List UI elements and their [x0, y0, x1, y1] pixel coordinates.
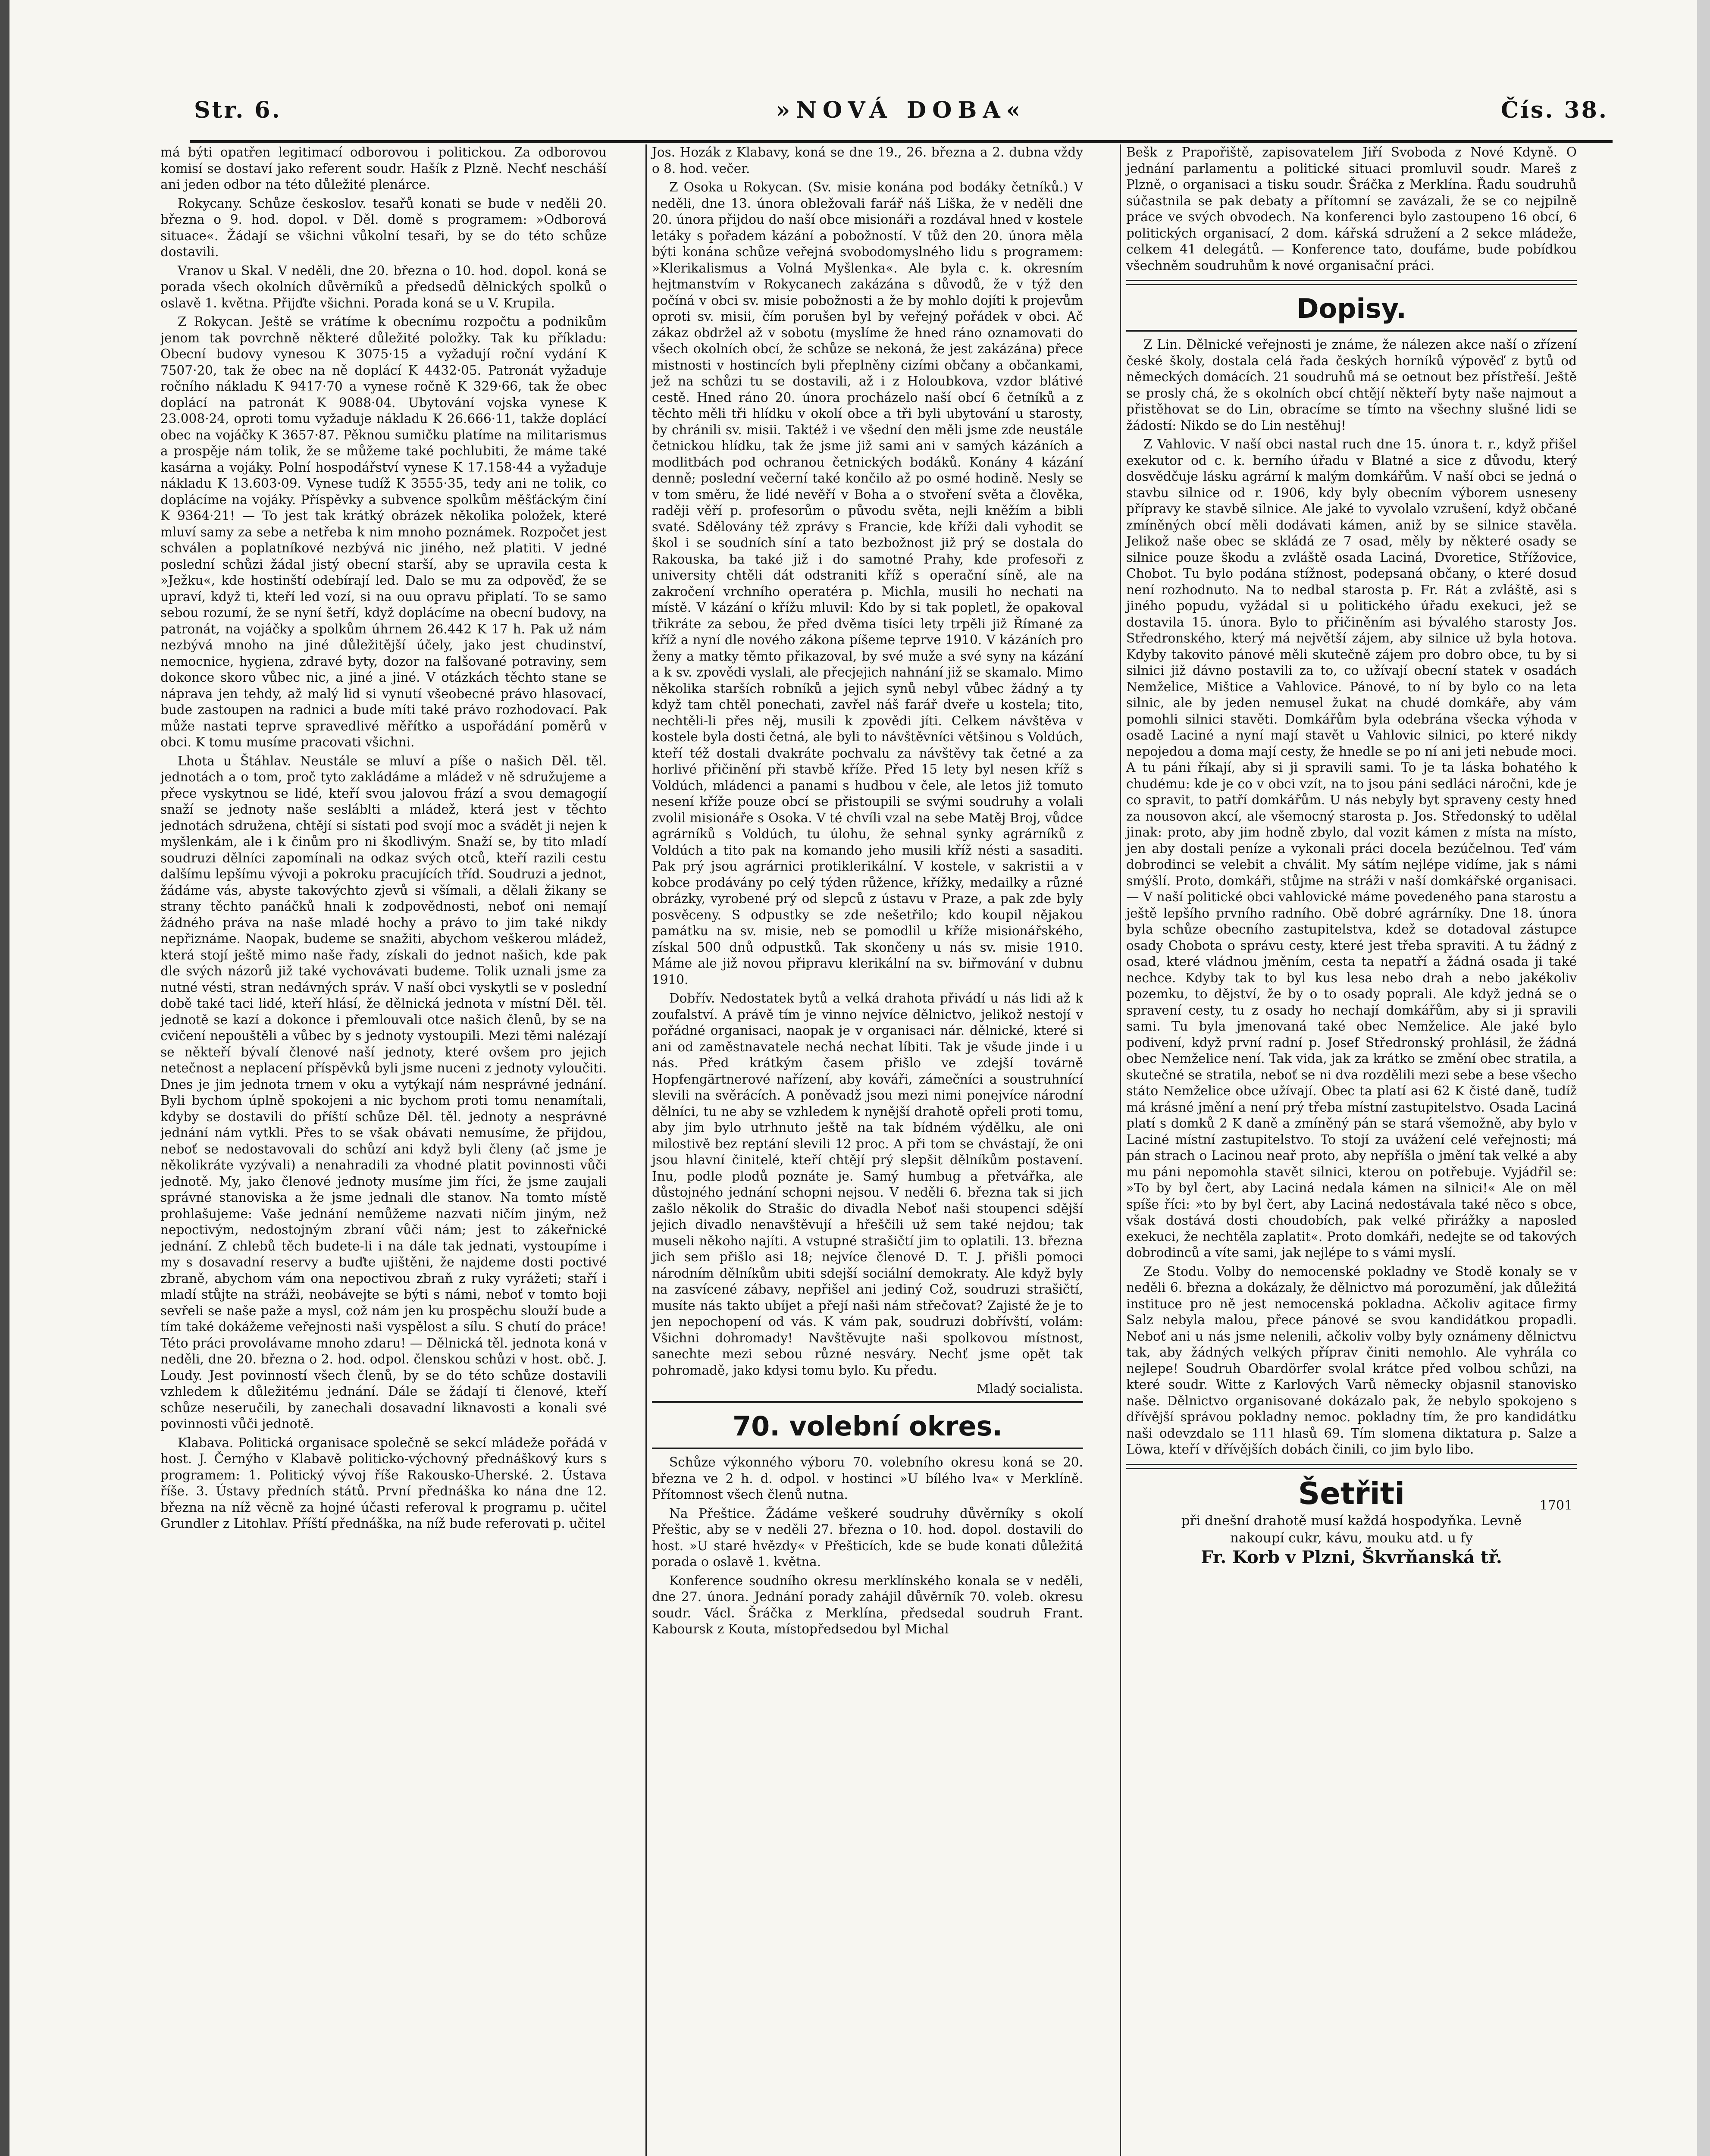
scan-edge-right [1697, 0, 1710, 2156]
article-paragraph: Klabava. Politická organisace společně se sekcí mládeže pořádá v host. J. Černýho v Klabavě politicko-výchovný přednáškový kurs s programem: 1. Politický vývoj říše Rakousko-Uherské. 2. Ústava říše. 3. Ústavy předních států. První přednáška ko nána dne 12. března na níž věcně za hojné účasti referoval k programu p. učitel Grundler z Litohlav. Příští přednáška, na níž bude referovati p. učitel [160, 1435, 607, 1531]
column-1 [160, 144, 607, 2156]
article-paragraph: Z Vahlovic. V naší obci nastal ruch dne 15. února t. r., když přišel exekutor od c. k. berního úřadu v Blatné a sice z důvodu, který dosvědčuje lásku agrární k malým domkářům. V naší obci se jedná o stavbu silnice od r. 1906, kdy byly obecním výborem usneseny přípravy ke stavbě silnice. Ale jaké to vyvolalo vzrušení, když občané zmíněných obcí měli dodávati kámen, aniž by se silnice stavěla. Jelikož naše obec se skládá ze 7 osad, měly by některé osady se silnice pouze škodu a zvláště osada Laciná, Dvoretice, Střížovice, Chobot. Tu bylo podána stížnost, podepsaná občany, o které dosud není rozhodnuto. Na to nedbal starosta p. Fr. Rát a zvláště, asi s jiného popudu, vyžádal si u politického úřadu exekuci, jež se dostavila 15. února. Bylo to přičiněním asi bývalého starosty Jos. Středronského, který má největší zájem, aby silnice už byla hotova. Kdyby takovito pánové měli skutečně zájem pro dobro obce, tu by si silnici již dávno postavili za to, co užívají obecní statek v osadách Nemželice, Mištice a Vahlovice. Pánové, to ní by bylo co na leta silnic, ale by jeden nemusel žukat na chudé domkáře, aby vám pomohli silnici stavěti. Domkářům byla odebrána všecka výhoda v osadě Laciné a nyní mají stavět u Vahlovic silnici, po které nikdy nepojedou a doma mají cesty, že hnedle se po ní ani jeti nebude moci. A tu páni říkají, aby si ji spravili sami. To je ta láska bohatého k chudému: kde je co v obci vzít, na to jsou páni sedláci náročni, kde je co spravit, to patří domkářům. U nás nebyly byt spraveny cesty hned za nousovon akcí, ale všemocný starosta p. Jos. Středonský to udělal jinak: proto, aby jim hodně zbylo, dal vozit kámen z místa na místo, jen aby dostali peníze a vykonali práci docela bezúčelnou. Teď vám dobrodinci se velebit a chválit. My sátím nejlépe vidíme, jak s námi smýšlí. Proto, domkáři, stůjme na stráži v naší domkářské organisaci. — V naší politické obci vahlovické máme povedeného pana starostu a ještě lepšího prvního radního. Obě dobré agrárníky. Dne 18. února byla schůze obecního zastupitelstva, kdež se dotadoval zástupce osady Chobota o správu cesty, které jest třeba spraviti. A tu žádný z osad, které vládnou jměním, cesta ta nepatří a žádná osada ji také nechce. Kdyby tak to byl kus lesa nebo drah a nebo jakékoliv pozemku, to dějství, že by o to osady poprali. Ale když jedná se o spravení cesty, tu z osady ho nechají domkářům, aby si ji spravili sami. Tu byla jmenovaná také obec Nemželice. Ale jaké bylo podivení, když první radní p. Josef Středronský prohlásil, že žádná obec Nemželice není. Tak vida, jak za krátko se změní obec stratila, a skutečné se stratila, neboť se ni dva rozdělili mezi sebe a bese všecho státo Nemželice obce užívají. Obec ta platí asi 62 K čisté daně, tudíž má krásné jmění a není prý třeba místní zastupitelstvo. Osada Laciná platí s domků 2 K daně a zmíněný pán se stará všemožně, aby bylo v Laciné místní zastupitelstvo. To stojí za uvážení celé veřejnosti; má pán strach o Lacinou neař proto, aby nepříšla o jmění tak velké a aby mu páni nepomohla stavět silnici, kterou on potřebuje. Vyjádřil se: »To by byl čert, aby Laciná nedala kámen na silnici!« Ale on měl spíše říci: »to by byl čert, aby Laciná nedostávala také něco s obce, však dostává dosti choudobích, pak velké přirážky a naposled exekuci, že nechtěla zaplatit«. Proto domkáři, nedejte se od takových dobrodinců a víte sami, jak nejlépe to s vámi myslí. [1126, 437, 1577, 1260]
article-paragraph: Rokycany. Schůze českoslov. tesařů konati se bude v neděli 20. března o 9. hod. dopol. v Děl. domě s programem: »Odborová situace«. Žádají se všichni vůkolní tesaři, by se do této schůze dostavili. [160, 196, 607, 259]
article-paragraph: má býti opatřen legitimací odborovou i politickou. Za odborovou komisí se dostaví jako referent soudr. Hašík z Plzně. Nechť nescháší ani jeden odbor na této důležité plenárce. [160, 145, 607, 192]
section-divider [1126, 280, 1577, 285]
article-paragraph: Vranov u Skal. V neděli, dne 20. března o 10. hod. dopol. koná se porada všech okolních důvěrníků a předsedů dělnických spolků o oslavě 1. května. Přijďte všichni. Porada koná se u V. Krupila. [160, 263, 607, 310]
column-3 [1120, 144, 1577, 2156]
article-signature: Mladý socialista. [976, 1381, 1083, 1396]
section-divider [1126, 1464, 1577, 1469]
section-heading-70-okres: 70. volební okres. [733, 1410, 1002, 1442]
advert-line: při dnešní drahotě musí každá hospodyňka. Levně [1181, 1513, 1522, 1529]
section-divider [652, 1448, 1083, 1449]
article-paragraph: Lhota u Štáhlav. Neustále se mluví a píše o našich Děl. těl. jednotách a o tom, proč tyto zakládáme a mládež v ně sdružujeme a přece vyskytnou se lidé, kteří svou jalovou frází a svou demagogií snaží se jednoty naše sesláblti a mládež, která jest v těchto jednotách sdružena, chtějí si sístati pod svojí moc a svádět ji nejen k myšlenkám, ale i k činům pro ni škodlivým. Snaží se, by tito mladí soudruzi dělníci zapomínali na odkaz svých otců, kteří razili cestu dalšímu lepšímu vývoji a pokroku pracujících tříd. Soudruzi a jednot, žádáme vás, abyste takovýchto zjevů si všímali, a dělali žikany se strany těchto panáčků hnali k zodpovědnosti, neboť oni nemají žádného práva na naše mladé hochy a právo to jim také nikdy nepřiznáme. Naopak, budeme se snažiti, abychom veškerou mládež, která stojí ještě mimo naše řady, získali do jednot našich, kde pak dle svých názorů již také vychovávati budeme. Tolik uznali jsme za nutné vésti, stran nedávných správ. V naší obci vyskytli se v poslední době také taci lidé, kteří hlásí, že dělnická jednota v místní Děl. těl. jednotě se kazí a dokonce i přemlouvali otce našich členů, by se na cvičení nepouštěli a vůbec by s jednoty vystoupili. Mezi těmi nalézají se někteří bývalí členové naší jednoty, které ovšem pro jejich netečnost a neplacení příspěvků byli jsme nuceni z jednoty vyloučiti. Dnes je jim jednota trnem v oku a vytýkají nám nesprávné jednání. Byli bychom úplně spokojeni a nic bychom proti tomu nenamítali, kdyby se dostavili do příští schůze Děl. těl. jednoty a nesprávné jednání nám vytkli. Přes to se však obávati nemusíme, že přijdou, neboť se nedostavovali do schůzí ani když byli členy (ač jsme je několikráte vyzývali) a nenahradili za vhodné platit povinnosti vůči jednotě. My, jako členové jednoty musíme jim říci, že jsme zaujali správné stanoviska a že jsme jednali dle stanov. Na tomto místě prohlašujeme: Vaše jednání nemůžeme nazvati ničím jiným, než nepoctivým, nedostojným zbraní vůči nám; jest to zákeřnické jednání. Z chlebů těch budete-li i na dále tak jednati, vystoupíme i my s dosavadní reservy a buďte ujištěni, že najdeme dosti poctivé zbraně, abychom vám ona nepoctivou zbraň z ruky vyrážeti; staří i mladí stůjte na stráži, neobávejte se býti s námi, neboť v tomto boji sevřeli se naše paže a mysl, což nám jen ku prospěchu slouží bude a tím také dokážeme veřejnosti naši vyspělost a sílu. S chutí do práce! Této práci provolávame mnoho zdaru! — Dělnická těl. jednota koná v neděli, dne 20. března o 2. hod. odpol. členskou schůzi v host. obč. J. Loudy. Jest povinností všech členů, by se do této schůze dostavili vzhledem k důležitému jednání. Dále se žádají ti členové, kteří schůze neseručili, by zanechali dosavadní liknavosti a konali své povinnosti vůči jednotě. [160, 753, 607, 1431]
article-paragraph: Z Osoka u Rokycan. (Sv. misie konána pod bodáky četníků.) V neděli, dne 13. února obležovali farář náš Liška, že v neděli dne 20. února přijdou do naší obce misionáři a rozdával hned v kostele letáky s pořadem kázání a pobožností. V tůž den 20. února měla býti konána schůze veřejná svobodomyslného lidu s programem: »Klerikalismus a Volná Myšlenka«. Ale byla c. k. okresním hejtmanstvím v Rokycanech zakázána s důvodů, že v týž den počíná v obci sv. misie pobožnosti a že by mohlo dojíti k projevům oproti sv. misii, čím porušen byl by veřejný pořádek v obci. Ač zákaz obdržel až v sobotu (myslíme že hned ráno oznamovati do všech okolních obcí, že schůze se nekoná, že jest zakázána) přece mistnosti v hostincích byli přeplněny cizími občany a občankami, jež na schůzi tu se dostavili, až i z Holoubkova, vzdor blátivé cestě. Hned ráno 20. února procházelo naší obcí 6 četníků a z těchto měli tři hlídku v okolí obce a tři byli ubytování u starosty, by chránili sv. misii. Taktéž i ve všední den měli jsme zde neustále četnickou hlídku, tak že jsme již sami ani v samých kázáních a modlitbách pod ochranou četnických bodáků. Konány 4 kázání denně; poslední večerní také končilo až po osmé hodině. Nesly se v tom směru, že lidé nevěří v Boha a o stvoření světa a člověka, raději věří p. profesorům o původu světa, nejli kněžím a bibli svaté. Sdělovány též zprávy s Francie, kde kříži dali vyhodit se škol i se soudních síní a tato bezbožnost již prý se dostala do Rakouska, ba také již i do samotné Prahy, kde profesoři z university chtěli dát odstraniti kříž s operační síně, ale na zakročení vrchního operatéra p. Michla, musili ho nechati na místě. V kázání o křížu mluvil: Kdo by si tak popletl, že opakoval třikráte za sebou, že před dvěma tisíci lety trpěli již Římané za kříž a nyní dle nového zákona píšeme teprve 1910. V kázáních pro ženy a matky těmto přikazoval, by své muže a své syny na kázání a k sv. zpovědi vyslali, ale přecjejich nahnání již se skamalo. Mimo několika starších robníků a jejich synů nebyl vůbec žádný a ty když tam chtěl ponechati, zavřel náš farář dveře u kostela; tito, nechtěli-li přes něj, musili k zpovědi jíti. Celkem návštěva v kostele byla dosti četná, ale byli to návštěvníci většinou s Voldúch, kteří též dostali dvakráte pochvalu za návštěvy tak četné a za horlivé přičinění při stavbě kříže. Před 15 lety byl nesen kříž s Voldúch, mládenci a panami s hudbou v čele, ale letos již tomuto nesení kříže pouze obcí se přistoupili se svými soudruhy a volali zvolil misionáře s Osoka. V té chvíli vzal na sebe Matěj Broj, vůdce agrárníků s Voldúch, tu úlohu, že sehnal synky agrárníků z Voldúch a tito pak na komando jeho musili kříž nésti a sasaditi. Pak prý jsou agrárnici protiklerikální. V kostele, v sakristii a v kobce prodávány po celý týden růžence, křížky, medailky a různé obrázky, vyrobené prý od slepců z ústavu v Praze, a pak zde byly posvěceny. S odpustky se zde nešetřilo; kdo koupil nějakou památku na sv. misie, neb se pomodlil u kříže misionářského, získal 500 dnů odpustků. Tak skončeny u nás sv. misie 1910. Máme ale již novou připravu klerikální na sv. biřmování v dubnu 1910. [652, 180, 1083, 987]
page-header [190, 93, 1613, 143]
article-paragraph: Dobřív. Nedostatek bytů a velká drahota přivádí u nás lidi až k zoufalství. A právě tím je vinno nejvíce dělnictvo, jelikož nestojí v pořádné organisaci, naopak je v organisaci nár. dělnické, které si ani od zaměstnavatele nechá nechat líbiti. Tak je všude jinde i u nás. Před krátkým časem přišlo ve zdejší továrně Hopfengärtnerové nařízení, aby kováři, zámečníci a soustruhnící slevili na svěrácích. A poněvadž jsou mezi nimi ponejvíce národní dělníci, tu ne aby se vzhledem k nynější drahotě opřeli proti tomu, aby jim bylo utrhnuto ještě na tak bídném výdělku, ale oni milostivě bez reptání slevili 12 proc. A při tom se chvástají, že oni jsou hlavní činitelé, kteří chtějí prý slepšit dělníkům postavení. Inu, podle plodů poznáte je. Samý humbug a přetvářka, ale důstojného jednání schopni nejsou. V neděli 6. března tak si jich zašlo několik do Strašic do divadla Neboť naši stoupenci sdější jejich divadlo nenavštěvují a hřeščili už sem také nejdou; tak museli někoho najíti. A vstupné strašičtí jim to oplatili. 13. března jich sem přišlo asi 18; nejvíce členové D. T. J. přišli pomoci národním dělníkům ubiti sdejší sociální demokraty. Ale když byly na zasvícené zábavy, nepřišel ani jediný Což, soudruzi strašičtí, musíte nás takto ubíjet a přejí naši nám střečovat? Zajisté že je to jen nepochopení od vás. K vám pak, soudruzi dobřívští, volám: Všichni dohromady! Navštěvujte naši spolkovou místnost, sanechte mezi sebou různé nesváry. Nechť jsme opět tak pohromadě, jako kdysi tomu bylo. Ku předu. [652, 991, 1083, 1378]
advert-title [1126, 1475, 1577, 1512]
article-paragraph: Bešk z Prapořiště, zapisovatelem Jiří Svoboda z Nové Kdyně. O jednání parlamentu a politické situaci promluvil soudr. Mareš z Plzně, o organisaci a tisku soudr. Šráčka z Merklína. Řadu soudruhů súčastnila se pak debaty a přítomní se zavázali, že se co nejpilně práce ve svých obvodech. Na konferenci bylo zastoupeno 16 obcí, 6 politických organisací, 2 dom. kářská sdružení a 2 sekce mládeže, celkem 41 delegátů. — Konference tato, doufáme, bude pobídkou všechněm soudruhům k nové organisační práci. [1126, 145, 1577, 273]
advertisement [1126, 1475, 1577, 1568]
scan-edge-left [0, 0, 9, 2156]
section-divider [652, 1401, 1083, 1403]
article-paragraph: Schůze výkonného výboru 70. volebního okresu koná se 20. března ve 2 h. d. odpol. v hostinci »U bílého lva« v Merklíně. Přítomnost všech členů nutna. [652, 1455, 1083, 1502]
advert-number: 1701 [1539, 1498, 1572, 1513]
column-2 [645, 144, 1083, 2156]
advert-title-text: Šetřiti [1298, 1476, 1405, 1511]
section-heading-dopisy: Dopisy. [1297, 293, 1406, 324]
article-paragraph: Z Rokycan. Ještě se vrátíme k obecnímu rozpočtu a podnikům jenom tak povrchně některé důležité položky. Tak ku příkladu: Obecní budovy vynesou K 3075·15 a vyžadují roční vydání K 7507·20, tak že obec na ně doplácí K 4432·05. Patronát vyžaduje ročního nákladu K 9417·70 a vynese ročně K 329·66, tak že obec doplácí na patronát K 9088·04. Ubytování vojska vynese K 23.008·24, oproti tomu vyžaduje nákladu K 26.666·11, takže doplácí obec na vojáčky K 3657·87. Pěknou sumičku platíme na militarismus a prospěje nám tolik, že se můžeme také pochlubiti, že máme také kasárna a vojáky. Polní hospodářství vynese K 17.158·44 a vyžaduje nákladu K 13.603·09. Vynese tudíž K 3555·35, tedy ani ne tolik, co doplácíme na vojáky. Příspěvky a subvence spolkům měšťáckým činí K 9364·21! — To jest tak krátký obrázek několika položek, které mluví samy za sebe a netřeba k nim mnoho poznámek. Rozpočet jest schválen a poplatníkové nezbývá nic jiného, než platiti. V jedné poslední schůzi žádal jistý obecní starší, aby se upravila cesta k »Ježku«, kde hostinští odebírají led. Dalo se mu za odpověď, že se upraví, když ti, kteří led vozí, si na ouu opravu připlatí. To se samo sebou rozumí, že se nyní šetří, když doplácíme na obecní budovy, na patronát, na vojáčky a spolkům úhrnem 26.442 K 17 h. Pak už nám nezbývá mnoho na jiné důležitější účely, jako jest chudinství, nemocnice, hygiena, zdravé byty, dozor na falšované potraviny, sem dokonce skoro vůbec nic, a jiné a jiné. V otázkách těchto stane se náprava jen tehdy, až malý lid si vynutí všeobecné právo hlasovací, bude zastoupen na radnici a bude míti také právo rozhodovací. Pak může nastati teprve spravedlivé měřítko a uspořádání poměrů v obci. K tomu musíme pracovati všichni. [160, 314, 607, 749]
article-paragraph: Konference soudního okresu merklínského konala se v neděli, dne 27. února. Jednání porady zahájil důvěrník 70. voleb. okresu soudr. Václ. Šráčka z Merklína, předsedal soudruh Frant. Kaboursk z Kouta, místopředsedou byl Michal [652, 1573, 1083, 1636]
article-paragraph: Ze Stodu. Volby do nemocenské pokladny ve Stodě konaly se v neděli 6. března a dokázaly, že dělnictvo má porozumění, jak důležitá instituce pro ně jest nemocenská pokladna. Ačkoliv agitace firmy Salz nebyla malou, přece pánové se svou kandidátkou propadli. Neboť ani u nás jsme nelenili, ačkoliv volby byly oznámeny dělnictvu tak, aby žádných velkých příprav činiti nemohlo. Ale vyhrála co nejlepe! Soudruh Obardörfer svolal krátce před volbou schůzi, na které soudr. Witte z Karlových Varů německy objasnil stanovisko naše. Dělnictvo organisované dokázalo pak, že nebylo spokojeno s dřívější správou pokladny nemoc. pokladny tím, že pro kandidátku naši odevzdalo se 111 hlasů 69. Tím slomena diktatura p. Salze a Löwa, kteří v dřívějších dobách činili, co jim bylo libo. [1126, 1264, 1577, 1457]
issue-number: Čís. 38. [1500, 97, 1608, 123]
article-paragraph: Jos. Hozák z Klabavy, koná se dne 19., 26. března a 2. dubna vždy o 8. hod. večer. [652, 145, 1083, 176]
advert-shop: Fr. Korb v Plzni, Škvrňanská tř. [1201, 1547, 1502, 1567]
page-number: Str. 6. [194, 97, 282, 123]
newspaper-title: »NOVÁ DOBA« [776, 97, 1027, 123]
page-columns [160, 144, 1577, 2156]
section-divider [1126, 330, 1577, 332]
article-paragraph: Z Lin. Dělnické veřejnosti je známe, že nálezen akce naší o zřízení české školy, dostala celá řada českých horníků výpověď z bytů od německých domácích. 21 soudruhů má se oetnout bez přístřeší. Ještě se prosly chá, že s okolních obcí chtějí někteří byty naše najmout a přistěhovat se do Lin, obracíme se tímto na všechny slušné lidi se žádostí: Nikdo se do Lin nestěhuj! [1126, 337, 1577, 433]
advert-line: nakoupí cukr, kávu, mouku atd. u fy [1230, 1530, 1473, 1546]
article-paragraph: Na Přeštice. Žádáme veškeré soudruhy důvěrníky s okolí Přeštic, aby se v neděli 27. března o 10. hod. dopol. dostavili do host. »U staré hvězdy« v Přešticích, kde se bude konati důležitá porada o oslavě 1. května. [652, 1506, 1083, 1569]
